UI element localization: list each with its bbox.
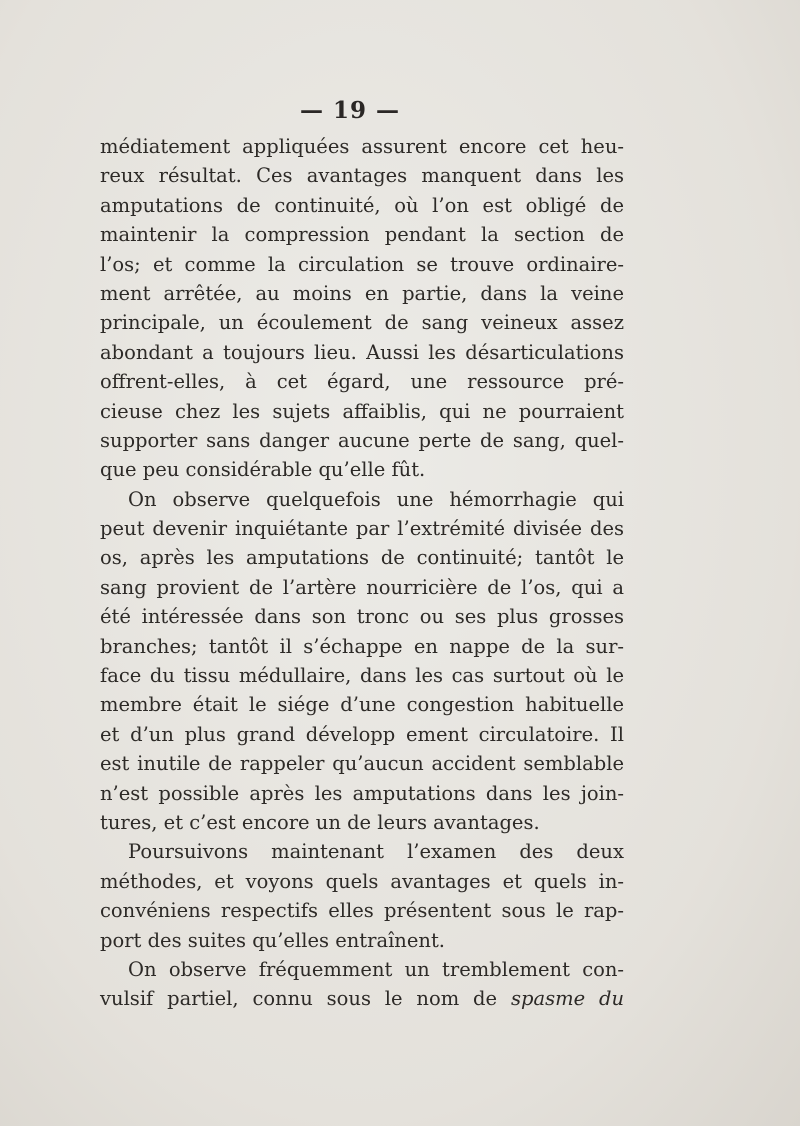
text-line: amputations de continuité, où l’on est obligé de: [100, 193, 624, 217]
text-line: maintenir la compression pendant la section de: [100, 223, 624, 247]
text-line: supporter sans danger aucune perte de sang, quel-: [100, 428, 624, 452]
text-line: n’est possible après les amputations dans les join-: [100, 781, 624, 805]
text-line: et d’un plus grand développ ement circulatoire. Il: [100, 722, 624, 746]
text-line: os, après les amputations de continuité; tantôt le: [100, 546, 624, 570]
text-line: est inutile de rappeler qu’aucun accident semblable: [100, 752, 624, 776]
text-line: tures, et c’est encore un de leurs avantages.: [100, 810, 540, 834]
text-line: peut devenir inquiétante par l’extrémité divisée des: [100, 517, 624, 541]
text-line: On observe fréquemment un tremblement con-: [128, 957, 624, 981]
text-line: convéniens respectifs elles présentent sous le rap-: [100, 899, 624, 923]
text-line: ment arrêtée, au moins en partie, dans la veine: [100, 281, 624, 305]
text-line: sang provient de l’artère nourricière de l’os, qui a: [100, 575, 624, 599]
text-line: médiatement appliquées assurent encore cet heu-: [100, 135, 624, 158]
text-line-final: vulsif partiel, connu sous le nom de spasme du: [100, 987, 624, 1011]
text-line: que peu considérable qu’elle fût.: [100, 458, 426, 482]
text-line: été intéressée dans son tronc ou ses plus grosses: [100, 605, 624, 629]
text-line: cieuse chez les sujets affaiblis, qui ne pourraient: [100, 399, 624, 423]
text-line: méthodes, et voyons quels avantages et quels in-: [100, 869, 624, 893]
text-line: On observe quelquefois une hémorrhagie qui: [128, 487, 624, 511]
text-line: membre était le siége d’une congestion habituelle: [100, 693, 624, 717]
text-line: reux résultat. Ces avantages manquent dans les: [100, 164, 624, 188]
text-line: port des suites qu’elles entraînent.: [100, 928, 446, 952]
text-line: offrent-elles, à cet égard, une ressource pré-: [100, 370, 624, 394]
body-text: [100, 132, 624, 1014]
text-line: l’os; et comme la circulation se trouve ordinaire-: [100, 252, 624, 276]
text-line: Poursuivons maintenant l’examen des deux: [128, 840, 624, 864]
text-line: face du tissu médullaire, dans les cas surtout où le: [100, 664, 624, 688]
text-line: branches; tantôt il s’échappe en nappe de la sur-: [100, 634, 624, 658]
text-line: principale, un écoulement de sang veineux assez: [100, 311, 624, 335]
page-number: — 19 —: [299, 97, 401, 124]
text-line: abondant a toujours lieu. Aussi les désarticulations: [100, 340, 624, 364]
italic-term: spasme du: [510, 987, 624, 1011]
